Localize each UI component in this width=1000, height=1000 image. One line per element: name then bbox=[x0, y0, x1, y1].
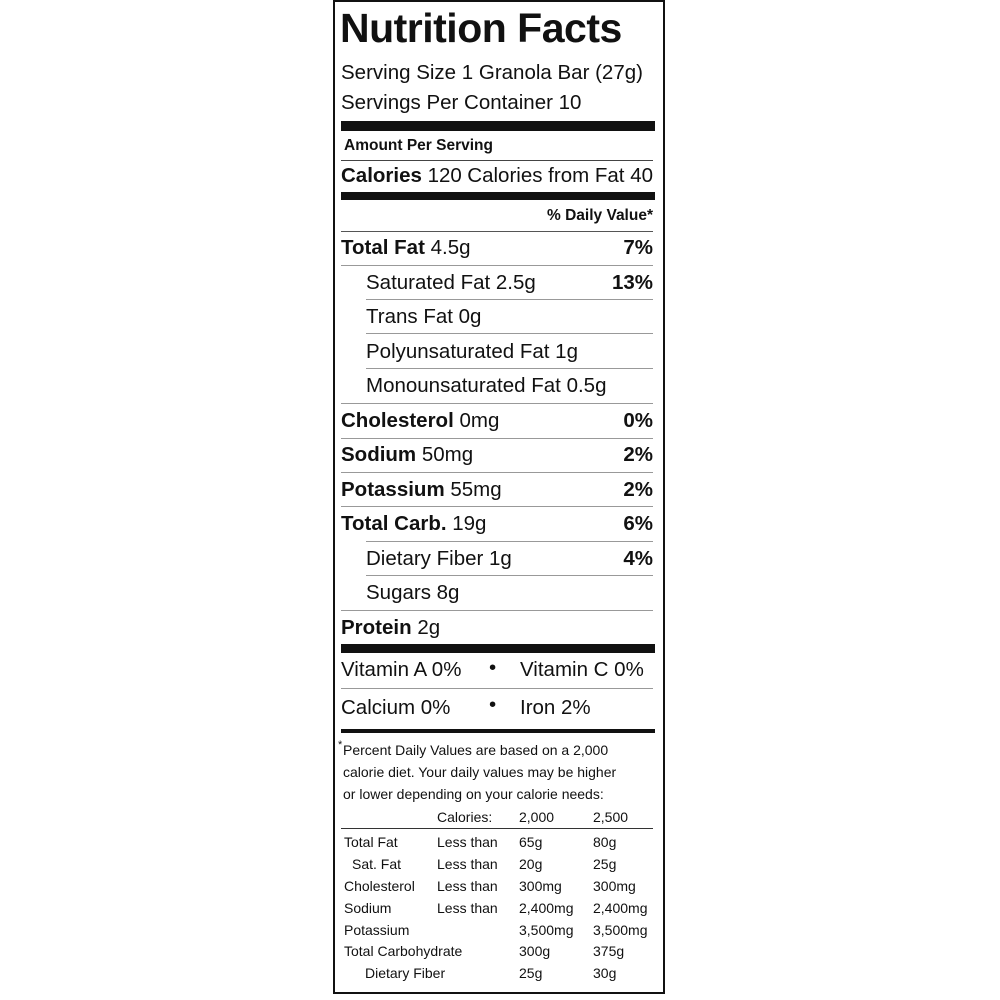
dv-value: 13% bbox=[611, 271, 653, 294]
vitamin-c: Vitamin C 0% bbox=[520, 658, 644, 681]
divider bbox=[341, 688, 653, 689]
ref-header-label: Calories: bbox=[437, 809, 493, 825]
ref-nutrient: Dietary Fiber bbox=[365, 965, 446, 981]
ref-value-2500: 3,500mg bbox=[593, 922, 648, 938]
divider bbox=[366, 333, 653, 334]
thick-divider bbox=[341, 644, 655, 653]
divider bbox=[366, 368, 653, 369]
iron: Iron 2% bbox=[520, 696, 591, 719]
ref-qualifier: Less than bbox=[437, 900, 498, 916]
ref-value-2000: 65g bbox=[519, 834, 543, 850]
ref-nutrient: Total Carbohydrate bbox=[344, 943, 463, 959]
nutrient-row-total-carb: Total Carb. 19g 6% bbox=[341, 508, 653, 540]
nutrition-facts-label bbox=[333, 0, 665, 994]
divider bbox=[341, 403, 653, 404]
nutrient-row-protein: Protein 2g bbox=[341, 616, 441, 639]
ref-value-2000: 300mg bbox=[519, 878, 562, 894]
calcium: Calcium 0% bbox=[341, 696, 451, 719]
nutrient-row-trans-fat: Trans Fat 0g bbox=[366, 305, 482, 328]
calories-row bbox=[341, 162, 462, 190]
ref-nutrient: Sodium bbox=[344, 900, 392, 916]
calories-value: 120 bbox=[427, 164, 462, 187]
nutrient-row-polyunsaturated-fat: Polyunsaturated Fat 1g bbox=[366, 340, 578, 363]
divider bbox=[341, 472, 653, 473]
dv-value: 6% bbox=[623, 512, 653, 535]
ref-value-2500: 80g bbox=[593, 834, 617, 850]
divider bbox=[366, 299, 653, 300]
ref-nutrient: Cholesterol bbox=[344, 878, 415, 894]
footnote-asterisk: * bbox=[338, 739, 343, 751]
ref-nutrient: Total Fat bbox=[344, 834, 398, 850]
nutrient-row-potassium: Potassium 55mg 2% bbox=[341, 474, 653, 506]
ref-value-2500: 2,400mg bbox=[593, 900, 648, 916]
footnote-line: Percent Daily Values are based on a 2,000 bbox=[343, 742, 609, 758]
vitamin-a: Vitamin A 0% bbox=[341, 658, 462, 681]
nutrient-row-saturated-fat: Saturated Fat 2.5g 13% bbox=[366, 267, 653, 299]
ref-value-2000: 25g bbox=[519, 965, 543, 981]
medium-divider bbox=[341, 729, 655, 733]
footnote-line: calorie diet. Your daily values may be higher bbox=[343, 764, 617, 780]
calories-label: Calories bbox=[341, 164, 422, 187]
divider bbox=[341, 506, 653, 507]
ref-value-2000: 2,400mg bbox=[519, 900, 574, 916]
divider bbox=[341, 265, 653, 266]
ref-qualifier: Less than bbox=[437, 878, 498, 894]
medium-divider bbox=[341, 192, 655, 200]
nutrient-row-cholesterol: Cholesterol 0mg 0% bbox=[341, 405, 653, 437]
ref-value-2500: 375g bbox=[593, 943, 625, 959]
divider bbox=[366, 575, 653, 576]
serving-size: Serving Size 1 Granola Bar (27g) bbox=[341, 61, 643, 84]
footnote-line: or lower depending on your calorie needs: bbox=[343, 786, 604, 802]
divider bbox=[341, 160, 653, 161]
divider bbox=[341, 828, 653, 829]
dv-value: 0% bbox=[623, 409, 653, 432]
dv-value: 4% bbox=[623, 547, 653, 570]
divider bbox=[366, 541, 653, 542]
thick-divider bbox=[341, 121, 655, 131]
ref-header-col2: 2,500 bbox=[593, 809, 629, 825]
ref-value-2500: 300mg bbox=[593, 878, 636, 894]
ref-nutrient: Sat. Fat bbox=[352, 856, 402, 872]
nutrient-row-dietary-fiber: Dietary Fiber 1g 4% bbox=[366, 543, 653, 575]
ref-value-2500: 30g bbox=[593, 965, 617, 981]
dv-value: 2% bbox=[623, 478, 653, 501]
ref-header-col1: 2,000 bbox=[519, 809, 555, 825]
ref-value-2000: 300g bbox=[519, 943, 551, 959]
ref-value-2000: 20g bbox=[519, 856, 543, 872]
bullet-separator: • bbox=[489, 656, 497, 679]
servings-per-container: Servings Per Container 10 bbox=[341, 91, 582, 114]
dv-value: 7% bbox=[623, 236, 653, 259]
calories-from-fat: Calories from Fat 40 bbox=[467, 164, 653, 187]
dv-value: 2% bbox=[623, 443, 653, 466]
amount-per-serving: Amount Per Serving bbox=[344, 137, 493, 154]
label-title: Nutrition Facts bbox=[340, 5, 622, 51]
daily-value-header: % Daily Value* bbox=[547, 207, 653, 224]
ref-qualifier: Less than bbox=[437, 856, 498, 872]
ref-value-2000: 3,500mg bbox=[519, 922, 574, 938]
nutrient-row-sodium: Sodium 50mg 2% bbox=[341, 439, 653, 471]
ref-qualifier: Less than bbox=[437, 834, 498, 850]
nutrient-row-sugars: Sugars 8g bbox=[366, 581, 460, 604]
ref-nutrient: Potassium bbox=[344, 922, 410, 938]
ref-value-2500: 25g bbox=[593, 856, 617, 872]
bullet-separator: • bbox=[489, 693, 497, 716]
nutrient-row-monounsaturated-fat: Monounsaturated Fat 0.5g bbox=[366, 374, 607, 397]
divider bbox=[341, 610, 653, 611]
nutrient-row-total-fat: Total Fat 4.5g 7% bbox=[341, 232, 653, 264]
